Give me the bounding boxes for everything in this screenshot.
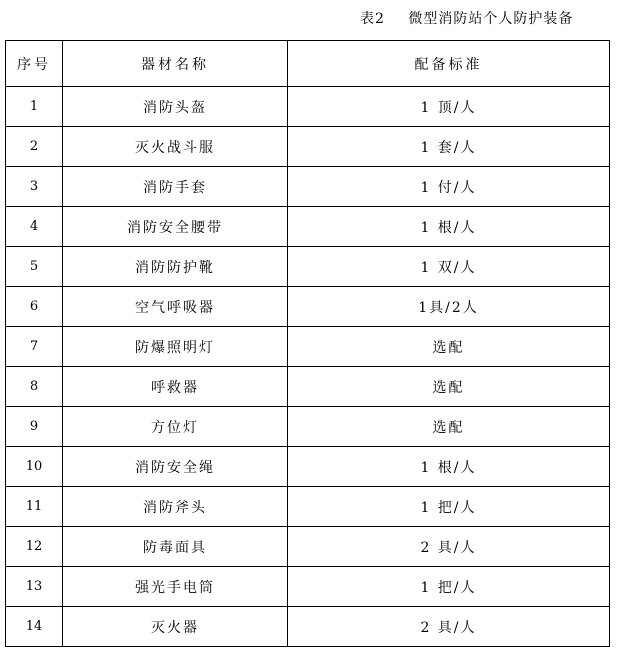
row-standard: 1 把/人	[288, 567, 610, 607]
row-index: 8	[6, 367, 63, 407]
table-row	[6, 327, 610, 367]
row-standard: 1 双/人	[288, 247, 610, 287]
table-title: 微型消防站个人防护装备	[408, 11, 574, 27]
row-name: 灭火战斗服	[63, 127, 288, 167]
row-index: 7	[6, 327, 63, 367]
table-row	[6, 607, 610, 647]
row-name: 消防斧头	[63, 487, 288, 527]
row-standard: 1 把/人	[288, 487, 610, 527]
row-name: 呼救器	[63, 367, 288, 407]
row-name: 防爆照明灯	[63, 327, 288, 367]
row-index: 6	[6, 287, 63, 327]
table-number: 表2	[360, 11, 385, 27]
row-index: 1	[6, 87, 63, 127]
header-standard: 配备标准	[288, 41, 610, 87]
header-name: 器材名称	[63, 41, 288, 87]
row-index: 9	[6, 407, 63, 447]
row-index: 13	[6, 567, 63, 607]
row-standard: 选配	[288, 367, 610, 407]
row-name: 消防安全腰带	[63, 207, 288, 247]
row-standard: 1 套/人	[288, 127, 610, 167]
row-index: 11	[6, 487, 63, 527]
row-standard: 选配	[288, 407, 610, 447]
row-name: 消防手套	[63, 167, 288, 207]
table-row	[6, 127, 610, 167]
row-index: 2	[6, 127, 63, 167]
row-standard: 1 根/人	[288, 447, 610, 487]
table-row	[6, 567, 610, 607]
table-row	[6, 407, 610, 447]
row-name: 消防头盔	[63, 87, 288, 127]
row-name: 消防安全绳	[63, 447, 288, 487]
equipment-table	[5, 40, 610, 647]
row-index: 5	[6, 247, 63, 287]
row-standard: 2 具/人	[288, 607, 610, 647]
table-row	[6, 207, 610, 247]
row-standard: 1 付/人	[288, 167, 610, 207]
row-name: 强光手电筒	[63, 567, 288, 607]
table-row	[6, 167, 610, 207]
row-index: 14	[6, 607, 63, 647]
row-index: 3	[6, 167, 63, 207]
row-standard: 1 根/人	[288, 207, 610, 247]
row-name: 消防防护靴	[63, 247, 288, 287]
row-standard: 1 顶/人	[288, 87, 610, 127]
table-row	[6, 247, 610, 287]
row-name: 方位灯	[63, 407, 288, 447]
row-name: 灭火器	[63, 607, 288, 647]
table-row	[6, 487, 610, 527]
row-index: 12	[6, 527, 63, 567]
table-caption	[360, 8, 573, 28]
row-index: 4	[6, 207, 63, 247]
row-standard: 2 具/人	[288, 527, 610, 567]
row-name: 空气呼吸器	[63, 287, 288, 327]
table-row	[6, 367, 610, 407]
row-name: 防毒面具	[63, 527, 288, 567]
row-standard: 1具/2人	[288, 287, 610, 327]
row-index: 10	[6, 447, 63, 487]
table-row	[6, 447, 610, 487]
table-row	[6, 87, 610, 127]
table-row	[6, 527, 610, 567]
header-index: 序号	[6, 41, 63, 87]
header-row	[6, 41, 610, 87]
table-row	[6, 287, 610, 327]
row-standard: 选配	[288, 327, 610, 367]
